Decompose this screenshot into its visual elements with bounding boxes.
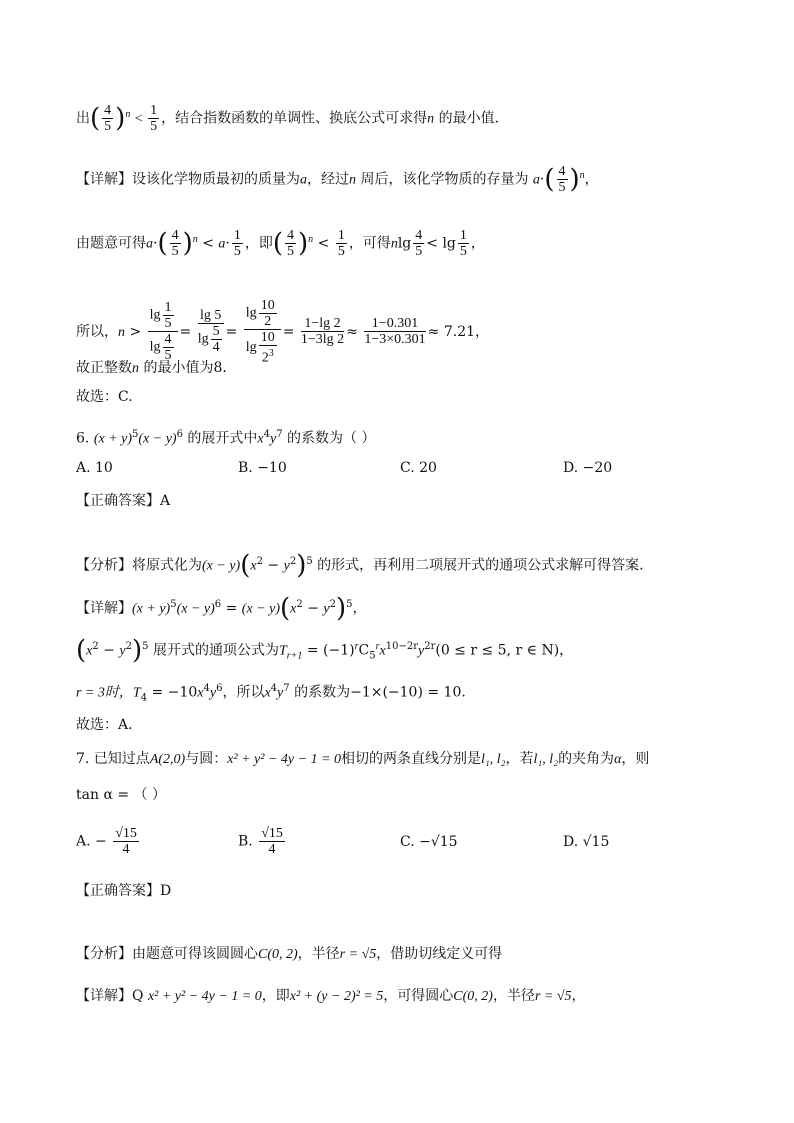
detail-label: 【详解】: [76, 171, 132, 188]
q6-option-a: A. 10: [76, 460, 113, 476]
q6-select: 故选：A.: [76, 717, 133, 733]
q6-detail: 【详解】$(x + y)^5(x - y)^6 = (x - y)(x^2 - y^2)^5$，: [76, 593, 367, 624]
q7-detail: 【详解】Q x² + y² − 4y − 1 = 0，即x² + (y − 2)² = 5，可得圆心C(0, 2)，半径r = √5，: [76, 988, 586, 1004]
line-6: 故选：C.: [76, 389, 133, 405]
q7-option-a: A. − $\frac{√15}{4}$: [76, 826, 137, 857]
q6-general-term: $(x^2 - y^2)^5$ 展开式的通项公式为$T_{r+1} = (-1)^rC_5^rx^{10-2r}y^{2r}(0 \le r \le 5$, r ∈ N)，: [76, 635, 574, 666]
line-1-text: ，结合指数函数的单调性、换底公式可求得: [161, 110, 428, 127]
line-1: 出( $\frac{4}{5}$ )$^n$ < $\frac{1}{5}$ ，结合指数函数的单调性、换底公式可求得n 的最小值.: [76, 103, 500, 134]
question-7: 7. 已知过点A(2,0)与圆：x² + y² − 4y − 1 = 0相切的两条直线分别是l₁, l₂，若l₁, l₂的夹角为α，则: [76, 751, 650, 767]
q7-answer: 【正确答案】D: [76, 883, 172, 899]
line-2: 【详解】设该化学物质最初的质量为a，经过n 周后，该化学物质的存量为 a·( $\frac{4}{5}$ )$^n$，: [76, 164, 599, 195]
q6-compute: r = 3时，$T_4 = -10x^4y^6$，所以$x^4y^7$ 的系数为−1×(−10) = 10.: [76, 683, 466, 704]
q6-option-b: B. −10: [238, 460, 287, 476]
line-5: 故正整数n 的最小值为8.: [76, 360, 227, 376]
q6-option-c: C. 20: [400, 460, 437, 476]
q7-option-d: D. √15: [563, 834, 610, 850]
q6-answer: 【正确答案】A: [76, 493, 171, 509]
q6-analysis: 【分析】将原式化为$(x - y)(x^2 - y^2)^5$ 的形式，再利用二项展开式的通项公式求解可得答案.: [76, 550, 644, 581]
line-3: 由题意可得a·( $\frac{4}{5}$ )$^n$ < a· $\frac{1}{5}$ ，即( $\frac{4}{5}$ )$^n$ < $\frac{1}{5}$ ，可得nlg $\frac{4}{5}$ < lg $\frac{1}{5}$ ，: [76, 228, 485, 259]
q6-option-d: D. −20: [563, 460, 613, 476]
line-4: 所以，n > lg $\frac{1}{5}$ lg $\frac{4}{5}$ = lg 5 lg $\frac{5}{4}$ = lg $\frac{10}{2}$ lg $\frac{10}{2^3}$ = $\frac{1-\lg 2}{1-3\lg 2}$ ≈ $\frac{1-0.301}{1-3\times 0.301}$ ≈ 7.21，: [76, 298, 490, 366]
q7-option-b: B. $\frac{√15}{4}$: [238, 826, 283, 857]
question-6: 6. $(x + y)^5(x - y)^6$ 的展开式中$x^4y^7$ 的系数为（ ）: [76, 429, 376, 447]
q7-tan: tan α = （ ）: [76, 787, 166, 803]
q7-option-c: C. −√15: [400, 834, 458, 850]
q7-analysis: 【分析】由题意可得该圆圆心C(0, 2)，半径r = √5，借助切线定义可得: [76, 946, 503, 962]
